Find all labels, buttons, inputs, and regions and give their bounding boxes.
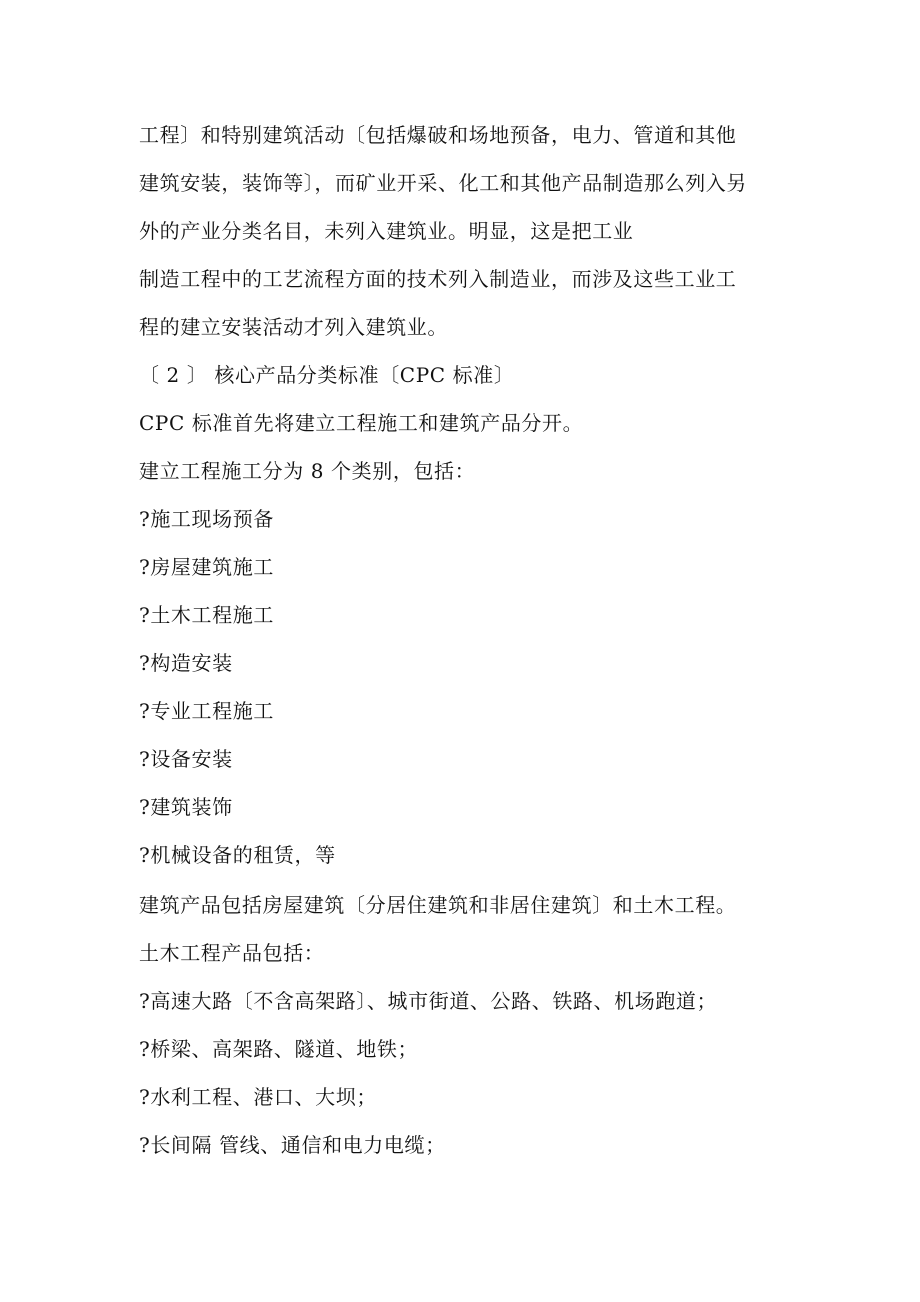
text-line: 制造工程中的工艺流程方面的技术列入制造业，而涉及这些工业工 (139, 267, 737, 291)
text-line: 外的产业分类名目，未列入建筑业。明显，这是把工业 (139, 219, 634, 243)
list-item: ?土木工程施工 (139, 603, 274, 627)
list-item: ?高速大路〔不含高架路〕、城市街道、公路、铁路、机场跑道； (139, 989, 718, 1013)
list-item: ?设备安装 (139, 747, 233, 771)
list-item: ?水利工程、港口、大坝； (139, 1085, 377, 1109)
list-item: ?机械设备的租赁，等 (139, 843, 336, 867)
list-item: ?长间隔 管线、通信和电力电缆； (139, 1133, 446, 1157)
text-line: 建筑安装，装饰等〕，而矿业开采、化工和其他产品制造那么列入另 (139, 171, 747, 195)
list-item: ?构造安装 (139, 651, 233, 675)
list-item: ?房屋建筑施工 (139, 555, 274, 579)
text-line: 建立工程施工分为 8 个类别，包括： (139, 459, 476, 483)
text-line: 土木工程产品包括： (139, 941, 325, 965)
list-item: ?建筑装饰 (139, 795, 233, 819)
list-item: ?桥梁、高架路、隧道、地铁； (139, 1037, 419, 1061)
section-heading: 〔 2 〕 核心产品分类标准〔CPC 标准〕 (139, 363, 515, 387)
text-line: 程的建立安装活动才列入建筑业。 (139, 315, 448, 339)
list-item: ?专业工程施工 (139, 699, 274, 723)
text-line: 建筑产品包括房屋建筑〔分居住建筑和非居住建筑〕和土木工程。 (139, 893, 737, 917)
text-line: 工程〕和特别建筑活动〔包括爆破和场地预备，电力、管道和其他 (139, 123, 737, 147)
list-item: ?施工现场预备 (139, 507, 274, 531)
text-line: CPC 标准首先将建立工程施工和建筑产品分开。 (139, 411, 584, 435)
